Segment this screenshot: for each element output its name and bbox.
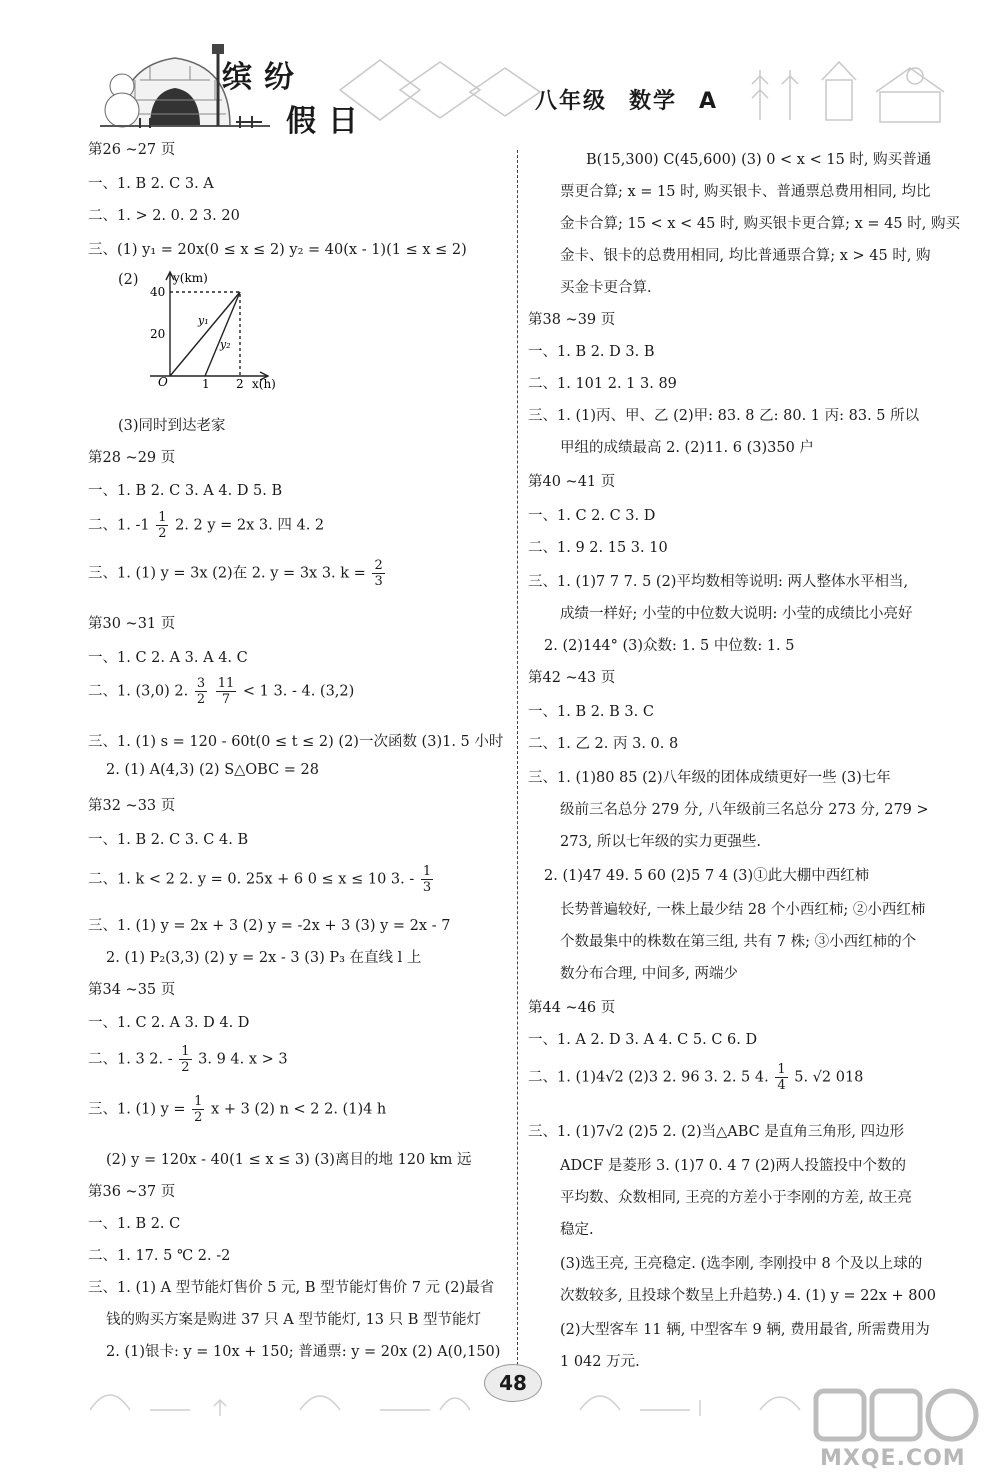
answer-line: 金卡合算; 15 < x < 45 时, 购买银卡更合算; x = 45 时, 购买: [560, 216, 960, 232]
fraction: [195, 676, 207, 707]
fraction: [192, 1094, 204, 1125]
answer-line: 三、1. (1)7 7 7. 5 (2)平均数相等说明: 两人整体水平相当,: [528, 574, 909, 590]
denominator: 2: [181, 1060, 190, 1075]
x-tick-2: 2: [236, 377, 244, 391]
answer-line: 长势普遍较好, 一株上最少结 28 个小西红柿; ②小西红柿: [560, 902, 926, 918]
section-heading: 第36 ~37 页: [88, 1184, 176, 1200]
logo-char-4: 日: [328, 104, 370, 139]
answer-line: (3)同时到达老家: [118, 418, 226, 434]
logo-title: [222, 52, 370, 139]
answer-line: 三、1. (1)80 85 (2)八年级的团体成绩更好一些 (3)七年: [528, 770, 891, 786]
answer-line: 2. (1) A(4,3) (2) S△OBC = 28: [106, 762, 320, 778]
answer-line: 一、1. B 2. B 3. C: [528, 704, 654, 720]
answer-line: 三、(1) y₁ = 20x(0 ≤ x ≤ 2) y₂ = 40(x - 1)(1 ≤ x ≤ 2): [88, 242, 467, 258]
answer-text: 二、1. (1)4√2 (2)3 2. 96 3. 2. 5 4.: [528, 1069, 769, 1086]
answer-text: < 1 3. - 4. (3,2): [242, 683, 355, 700]
y-tick-40: 40: [150, 285, 166, 299]
answer-line: 一、1. B 2. C 3. A 4. D 5. B: [88, 483, 283, 499]
answer-text: 二、1. 3 2. -: [88, 1051, 173, 1068]
answer-line: 一、1. C 2. A 3. D 4. D: [88, 1015, 250, 1031]
answer-line: 一、1. B 2. C 3. A: [88, 176, 214, 192]
answer-text: 2. 2 y = 2x 3. 四 4. 2: [175, 517, 325, 534]
answer-line: 三、1. (1) A 型节能灯售价 5 元, B 型节能灯售价 7 元 (2)最省: [88, 1280, 495, 1296]
logo-char-1: 缤: [222, 60, 264, 95]
page-header: [0, 0, 1000, 140]
section-heading: 第38 ~39 页: [528, 312, 616, 328]
answer-line: 钱的购买方案是购进 37 只 A 型节能灯, 13 只 B 型节能灯: [106, 1312, 482, 1328]
answer-text: 二、1. (3,0) 2.: [88, 683, 189, 700]
header-decoration: [0, 0, 1000, 140]
y-tick-20: 20: [150, 327, 166, 341]
answer-text: 三、1. (1) y =: [88, 1101, 186, 1118]
answer-text: x + 3 (2) n < 2 2. (1)4 h: [211, 1101, 387, 1118]
answer-line: 三、1. (1)7√2 (2)5 2. (2)当△ABC 是直角三角形, 四边形: [528, 1124, 905, 1140]
section-heading: 第42 ~43 页: [528, 670, 616, 686]
answer-line: (2): [118, 272, 139, 288]
fraction: [421, 864, 433, 895]
answer-line: 一、1. B 2. C: [88, 1216, 181, 1232]
answer-text: 三、1. (1) y = 3x (2)在 2. y = 3x 3. k =: [88, 565, 366, 582]
answer-line: 一、1. B 2. C 3. C 4. B: [88, 832, 249, 848]
section-heading: 第32 ~33 页: [88, 798, 176, 814]
section-heading: 第28 ~29 页: [88, 450, 176, 466]
answer-line: [528, 1062, 863, 1093]
answer-line: (2)大型客车 11 辆, 中型客车 9 辆, 费用最省, 所需费用为: [560, 1322, 930, 1338]
answer-line: [88, 510, 324, 541]
answer-line: ADCF 是菱形 3. (1)7 0. 4 7 (2)两人投篮投中个数的: [560, 1158, 906, 1174]
answer-line: 二、1. 9 2. 15 3. 10: [528, 540, 668, 556]
answer-line: 2. (1)47 49. 5 60 (2)5 7 4 (3)①此大棚中西红柿: [544, 868, 870, 884]
answer-line: 二、1. 17. 5 ℃ 2. -2: [88, 1248, 231, 1264]
section-heading: 第30 ~31 页: [88, 616, 176, 632]
numerator: 1: [777, 1062, 786, 1077]
numerator: 1: [422, 864, 432, 879]
numerator: 3: [196, 676, 206, 691]
numerator: 1: [181, 1044, 190, 1059]
section-heading: 第44 ~46 页: [528, 1000, 616, 1016]
line1-label: y₁: [198, 314, 209, 327]
fraction: [179, 1044, 191, 1075]
answer-line: 一、1. C 2. C 3. D: [528, 508, 656, 524]
answer-line: 2. (2)144° (3)众数: 1. 5 中位数: 1. 5: [544, 638, 795, 654]
numerator: 1: [194, 1094, 203, 1109]
answer-line: 三、1. (1) y = 2x + 3 (2) y = -2x + 3 (3) y = 2x - 7: [88, 918, 451, 934]
logo-char-3: 假: [286, 104, 328, 139]
answer-line: 一、1. C 2. A 3. A 4. C: [88, 650, 248, 666]
grade-subject-title: [535, 84, 740, 115]
answer-line: [88, 676, 354, 707]
answer-line: 成绩一样好; 小莹的中位数大说明: 小莹的成绩比小亮好: [560, 606, 913, 622]
answer-line: 金卡、银卡的总费用相同, 均比普通票合算; x > 45 时, 购: [560, 248, 931, 264]
denominator: 2: [194, 1110, 203, 1125]
answer-line: 三、1. (1)丙、甲、乙 (2)甲: 83. 8 乙: 80. 1 丙: 83. 5 所以: [528, 408, 920, 424]
answer-text: 二、1. -1: [88, 517, 150, 534]
line-y1: [170, 292, 240, 376]
distance-time-graph: [140, 268, 280, 392]
answer-line: 2. (1) P₂(3,3) (2) y = 2x - 3 (3) P₃ 在直线 l 上: [106, 950, 422, 966]
numerator: 11: [217, 676, 235, 691]
origin-label: O: [158, 375, 168, 389]
answer-line: 级前三名总分 279 分, 八年级前三名总分 273 分, 279 >: [560, 802, 929, 818]
answer-line: 二、1. > 2. 0. 2 3. 20: [88, 208, 240, 224]
answer-line: [88, 1094, 386, 1125]
answer-line: 买金卡更合算.: [560, 280, 652, 296]
denominator: 2: [196, 692, 206, 707]
denominator: 3: [374, 574, 383, 589]
answer-line: 一、1. B 2. D 3. B: [528, 344, 655, 360]
x-axis-label: x(h): [252, 377, 276, 391]
section-heading: 第34 ~35 页: [88, 982, 176, 998]
answer-text: 5. √2 018: [794, 1069, 864, 1086]
section-heading: 第26 ~27 页: [88, 142, 176, 158]
answer-line: [88, 1044, 288, 1075]
answer-line: 2. (1)银卡: y = 10x + 150; 普通票: y = 20x (2) A(0,150): [106, 1344, 501, 1360]
fraction: [372, 558, 384, 589]
line2-label: y₂: [220, 338, 231, 351]
logo-char-2: 纷: [264, 60, 306, 95]
answer-line: 二、1. 101 2. 1 3. 89: [528, 376, 677, 392]
answer-line: (3)选王亮, 王亮稳定. (选李刚, 李刚投中 8 个及以上球的: [560, 1256, 923, 1272]
fraction: [156, 510, 168, 541]
answer-line: 1 042 万元.: [560, 1354, 640, 1370]
x-tick-1: 1: [202, 377, 210, 391]
watermark-url: MXQE.COM: [820, 1446, 966, 1471]
section-heading: 第40 ~41 页: [528, 474, 616, 490]
answer-line: 平均数、众数相同, 王亮的方差小于李刚的方差, 故王亮: [560, 1190, 912, 1206]
answer-line: 甲组的成绩最高 2. (2)11. 6 (3)350 户: [560, 440, 814, 456]
y-axis-label: y(km): [173, 271, 208, 285]
answer-line: [88, 864, 435, 895]
answer-line: 一、1. A 2. D 3. A 4. C 5. C 6. D: [528, 1032, 758, 1048]
denominator: 2: [158, 526, 167, 541]
fraction: [775, 1062, 787, 1093]
numerator: 2: [374, 558, 383, 573]
answer-text: 3. 9 4. x > 3: [198, 1051, 288, 1068]
answer-line: [88, 558, 387, 589]
line-y2: [205, 292, 240, 376]
answer-line: 二、1. 乙 2. 丙 3. 0. 8: [528, 736, 679, 752]
answer-line: 273, 所以七年级的实力更强些.: [560, 834, 762, 850]
fraction: [216, 676, 237, 707]
answer-line: 个数最集中的株数在第三组, 共有 7 株; ③小西红柿的个: [560, 934, 917, 950]
edition-label: A: [699, 89, 719, 114]
answer-line: B(15,300) C(45,600) (3) 0 < x < 15 时, 购买普通: [586, 152, 932, 168]
denominator: 4: [777, 1078, 786, 1093]
subject-label: 数学: [629, 89, 678, 114]
grade-label: 八年级: [535, 89, 608, 114]
numerator: 1: [158, 510, 167, 525]
page-number: 48: [484, 1364, 542, 1402]
answer-line: 票更合算; x = 15 时, 购买银卡、普通票总费用相同, 均比: [560, 184, 931, 200]
answer-line: 次数较多, 且投球个数呈上升趋势.) 4. (1) y = 22x + 800: [560, 1288, 936, 1304]
answer-line: (2) y = 120x - 40(1 ≤ x ≤ 3) (3)离目的地 120 km 远: [106, 1152, 472, 1168]
answer-line: 稳定.: [560, 1222, 594, 1238]
answer-line: 数分布合理, 中间多, 两端少: [560, 966, 738, 982]
column-divider: [517, 150, 518, 1365]
denominator: 3: [422, 880, 432, 895]
answer-line: 三、1. (1) s = 120 - 60t(0 ≤ t ≤ 2) (2)一次函数 (3)1. 5 小时: [88, 734, 504, 750]
answer-text: 二、1. k < 2 2. y = 0. 25x + 6 0 ≤ x ≤ 10 3. -: [88, 871, 415, 888]
denominator: 7: [221, 692, 231, 707]
